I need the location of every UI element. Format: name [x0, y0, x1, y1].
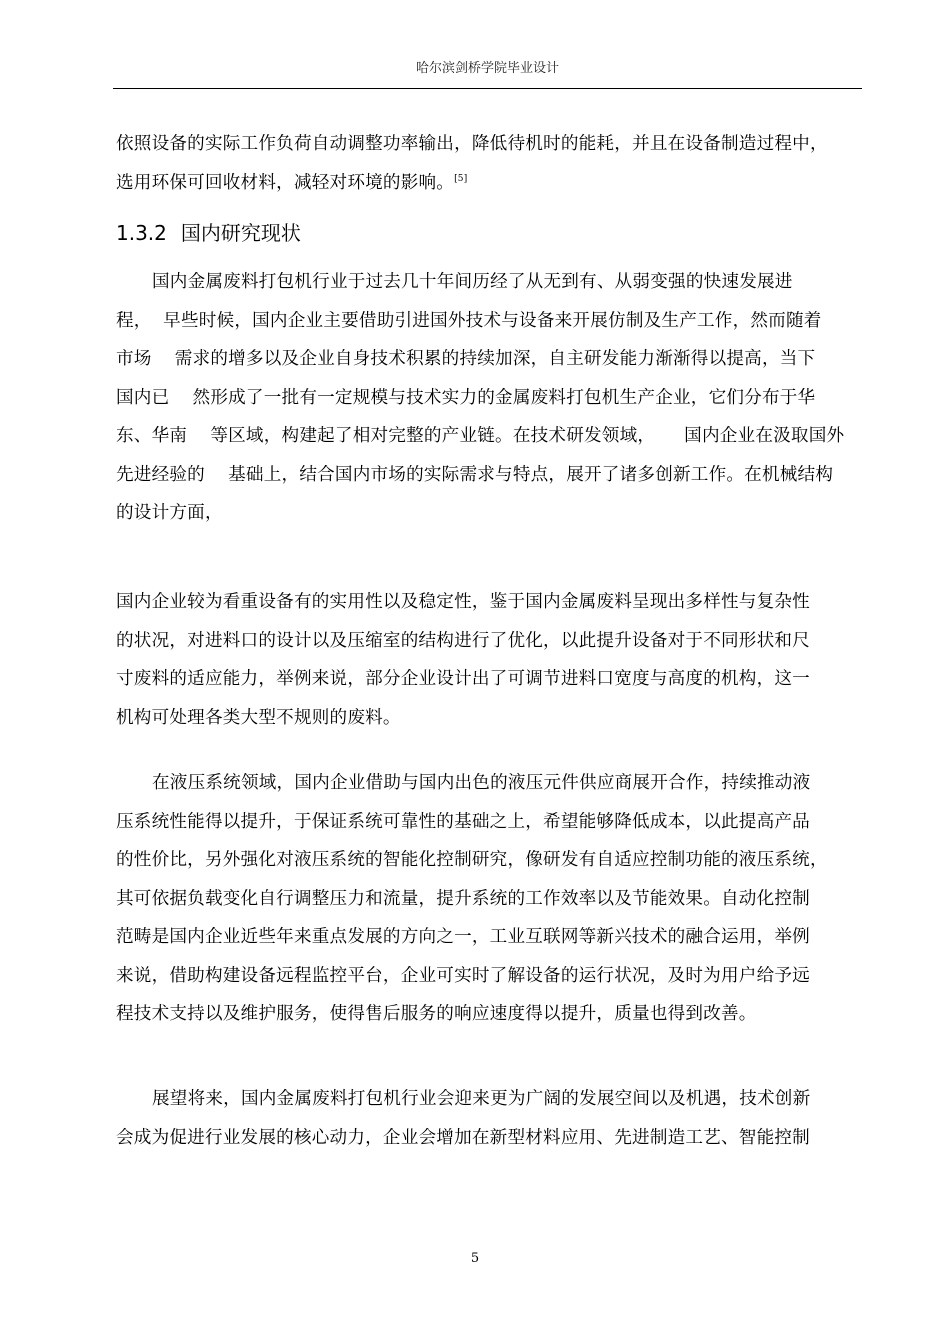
section-number: 1.3.2 — [116, 221, 167, 245]
text-line: 的性价比，另外强化对液压系统的智能化控制研究，像研发有自适应控制功能的液压系统， — [116, 850, 828, 870]
page-number-value: 5 — [470, 1251, 480, 1266]
text-line: 在液压系统领域，国内企业借助与国内出色的液压元件供应商展开合作，持续推动液 — [152, 773, 811, 793]
text-line: 其可依据负载变化自行调整压力和流量，提升系统的工作效率以及节能效果。自动化控制 — [116, 888, 810, 909]
text-line: 寸废料的适应能力，举例来说，部分企业设计出了可调节进料口宽度与高度的机构，这一 — [116, 669, 810, 689]
text-line: 国内企业较为看重设备有的实用性以及稳定性，鉴于国内金属废料呈现出多样性与复杂性 — [116, 592, 810, 612]
header-title: 哈尔滨剑桥学院毕业设计 — [415, 61, 559, 76]
paragraph-mechanical-design — [116, 583, 860, 737]
text-line: 会成为促进行业发展的核心动力，企业会增加在新型材料应用、先进制造工艺、智能控制 — [116, 1127, 810, 1148]
text-line: 东、华南 等区域，构建起了相对完整的产业链。在技术研发领域， 国内企业在汲取国外 — [116, 426, 845, 446]
text-line-content: 选用环保可回收材料，减轻对环境的影响。 — [116, 172, 455, 193]
text-line: 国内金属废料打包机行业于过去几十年间历经了从无到有、从弱变强的快速发展进 — [152, 272, 793, 292]
paragraph-domestic-development — [116, 263, 860, 533]
text-line: 程， 早些时候，国内企业主要借助引进国外技术与设备来开展仿制及生产工作，然而随着 — [116, 310, 822, 331]
text-line: 机构可处理各类大型不规则的废料。 — [116, 707, 401, 728]
page-number — [0, 1250, 950, 1268]
text-line: 范畴是国内企业近些年来重点发展的方向之一，工业互联网等新兴技术的融合运用，举例 — [116, 927, 810, 947]
text-line: 市场 需求的增多以及企业自身技术积累的持续加深，自主研发能力渐渐得以提高，当下 — [116, 349, 816, 369]
page-header — [113, 58, 862, 89]
text-line: 的设计方面， — [116, 503, 223, 523]
citation-reference[interactable]: [5] — [454, 173, 468, 184]
text-line: 压系统性能得以提升，于保证系统可靠性的基础之上，希望能够降低成本，以此提高产品 — [116, 811, 810, 832]
text-line: 国内已 然形成了一批有一定规模与技术实力的金属废料打包机生产企业，它们分布于华 — [116, 387, 816, 408]
text-line: 先进经验的 基础上，结合国内市场的实际需求与特点，展开了诸多创新工作。在机械结构 — [116, 464, 834, 485]
text-line — [116, 164, 860, 203]
intro-paragraph — [116, 125, 860, 202]
paragraph-outlook — [116, 1080, 860, 1157]
text-line: 的状况，对进料口的设计以及压缩室的结构进行了优化，以此提升设备对于不同形状和尺 — [116, 630, 810, 651]
paragraph-hydraulic-system — [116, 764, 860, 1034]
text-line: 来说，借助构建设备远程监控平台，企业可实时了解设备的运行状况，及时为用户给予远 — [116, 965, 810, 986]
section-heading — [116, 217, 301, 249]
text-line: 展望将来，国内金属废料打包机行业会迎来更为广阔的发展空间以及机遇，技术创新 — [152, 1089, 811, 1109]
text-line: 依照设备的实际工作负荷自动调整功率输出，降低待机时的能耗，并且在设备制造过程中， — [116, 134, 828, 154]
section-title: 国内研究现状 — [180, 221, 301, 245]
text-line: 程技术支持以及维护服务，使得售后服务的响应速度得以提升，质量也得到改善。 — [116, 1004, 757, 1024]
